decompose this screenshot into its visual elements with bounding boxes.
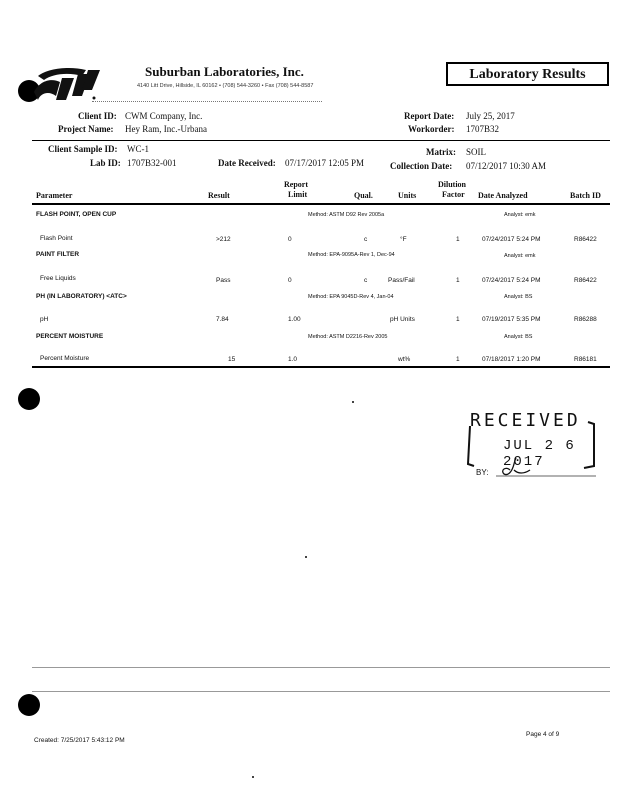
col-header-report-limit-1: Report [284,180,308,189]
section-analyst: Analyst: BS [504,294,533,300]
col-header-batch-id: Batch ID [570,191,601,200]
section-name: PAINT FILTER [36,251,80,258]
col-header-result: Result [208,191,230,200]
col-header-dilution-1: Dilution [438,180,467,189]
info-divider [32,140,610,141]
footer-rule-top [32,667,610,668]
company-address: 4140 Litt Drive, Hillside, IL 60162 • (708) 544-3260 • Fax (708) 544-8587 [137,83,314,89]
report-date-value: July 25, 2017 [466,111,515,121]
col-header-units: Units [398,191,417,200]
section-name: FLASH POINT, OPEN CUP [36,211,117,218]
row-parameter: Percent Moisture [40,355,90,362]
row-batch-id: R86422 [574,236,597,243]
row-qual: c [364,277,368,284]
received-stamp-by: BY: [476,468,489,477]
row-batch-id: R86181 [574,356,597,363]
section-analyst: Analyst: emk [504,253,536,259]
row-result: >212 [216,236,231,243]
collection-date-value: 07/12/2017 10:30 AM [466,161,547,171]
project-name-value: Hey Ram, Inc.-Urbana [125,124,207,134]
report-title-box [446,62,609,86]
section-analyst: Analyst: emk [504,212,536,218]
row-dilution: 1 [456,316,460,323]
col-header-parameter: Parameter [36,191,73,200]
workorder-label: Workorder: [408,124,455,134]
section-method: Method: EPA-9095A-Rev 1, Dec-94 [308,252,395,258]
section-method: Method: EPA 9045D-Rev 4, Jan-04 [308,294,394,300]
project-name-label: Project Name: [58,124,114,134]
footer-rule-bottom [32,691,610,692]
lab-id-value: 1707B32-001 [127,158,177,168]
row-parameter: Flash Point [40,235,73,242]
matrix-label: Matrix: [426,147,456,157]
row-dilution: 1 [456,356,460,363]
received-stamp-word: RECEIVED [470,410,581,431]
client-id-label: Client ID: [78,111,117,121]
col-header-report-limit-2: Limit [288,190,308,199]
row-units: °F [400,236,407,243]
row-date-analyzed: 07/18/2017 1:20 PM [482,356,541,363]
punch-hole-middle [18,388,40,410]
section-method: Method: ASTM D2216-Rev 2005 [308,334,388,340]
row-parameter: pH [40,316,49,323]
row-result: Pass [216,277,231,284]
page-number: Page 4 of 9 [526,731,560,738]
row-limit: 1.00 [288,316,301,323]
row-qual: c [364,236,368,243]
scan-speck [352,401,354,403]
row-limit: 1.0 [288,356,298,363]
handwritten-initials [496,456,596,478]
company-name: Suburban Laboratories, Inc. [145,64,304,79]
lab-id-label: Lab ID: [90,158,121,168]
row-batch-id: R86422 [574,277,597,284]
row-result: 7.84 [216,316,229,323]
row-dilution: 1 [456,236,460,243]
collection-date-label: Collection Date: [390,161,453,171]
row-units: pH Units [390,316,415,323]
row-date-analyzed: 07/19/2017 5:35 PM [482,316,541,323]
matrix-value: SOIL [466,147,486,157]
col-header-qual: Qual. [354,191,373,200]
col-header-dilution-2: Factor [442,190,465,199]
row-limit: 0 [288,277,292,284]
punch-hole-bottom [18,694,40,716]
company-logo [30,66,102,104]
row-dilution: 1 [456,277,460,284]
scan-speck [305,556,307,558]
header-dotted-rule [92,101,322,102]
client-id-value: CWM Company, Inc. [125,111,203,121]
received-stamp-date: JUL 2 6 2017 [503,438,576,470]
row-units: wt% [398,356,411,363]
row-units: Pass/Fail [388,277,415,284]
scan-speck [252,776,254,778]
report-date-label: Report Date: [404,111,455,121]
row-batch-id: R86288 [574,316,597,323]
date-received-label: Date Received: [218,158,276,168]
table-header-rule [32,203,610,205]
row-parameter: Free Liquids [40,275,76,282]
client-sample-value: WC-1 [127,144,149,154]
date-received-value: 07/17/2017 12:05 PM [285,158,365,168]
table-bottom-rule [32,366,610,368]
section-analyst: Analyst: BS [504,334,533,340]
row-limit: 0 [288,236,292,243]
client-sample-label: Client Sample ID: [48,144,118,154]
section-name: PH (IN LABORATORY) <ATC> [36,293,127,300]
created-timestamp: Created: 7/25/2017 5:43:12 PM [34,737,125,744]
report-title: Laboratory Results [469,67,586,82]
col-header-date-analyzed: Date Analyzed [478,191,528,200]
row-date-analyzed: 07/24/2017 5:24 PM [482,236,541,243]
row-result: 15 [228,356,236,363]
section-name: PERCENT MOISTURE [36,333,104,340]
workorder-value: 1707B32 [466,124,500,134]
row-date-analyzed: 07/24/2017 5:24 PM [482,277,541,284]
section-method: Method: ASTM D92 Rev 2005a [308,212,385,218]
